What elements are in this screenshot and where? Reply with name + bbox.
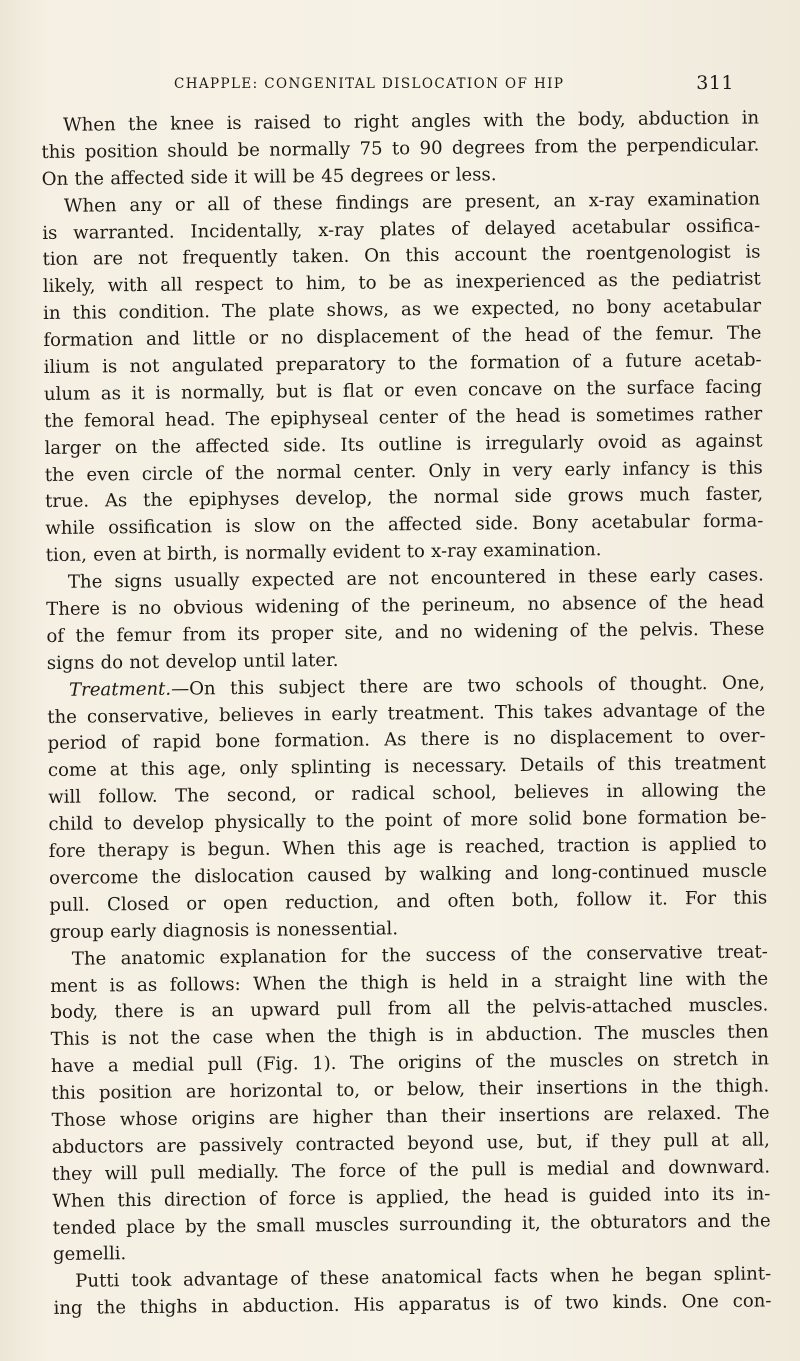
text-line: tion are not frequently taken. On this account the roentgenologist is (42, 241, 761, 271)
text-line: formation and little or no displacement of the head of the femur. The (43, 322, 762, 352)
text-line: This is not the case when the thigh is in abduction. The muscles then (50, 1021, 769, 1051)
text-line: gemelli. (52, 1243, 127, 1266)
text-line: When this direction of force is applied, the head is guided into its in- (52, 1183, 771, 1212)
text-line: There is no obvious widening of the perineum, no absence of the head (46, 591, 765, 621)
paragraph-knee-abduction (41, 105, 760, 193)
text-line: have a medial pull (Fig. 1). The origins of the muscles on stretch in (50, 1048, 770, 1078)
text-line: come at this age, only splinting is necessary. Details of this treatment (47, 752, 766, 782)
text-line: On the affected side it will be 45 degrees or less. (41, 164, 497, 190)
text-line: true. As the epiphyses develop, the normal side grows much faster, (44, 483, 764, 513)
text-line: signs do not develop until later. (46, 649, 339, 674)
text-line: larger on the affected side. Its outline is irregularly ovoid as against (44, 430, 763, 459)
text-line: ment is as follows: When the thigh is held in a straight line with the (50, 967, 769, 997)
running-title: CHAPPLE: CONGENITAL DISLOCATION OF HIP (174, 76, 565, 92)
text-line: Putti took advantage of these anatomical facts when he began splint- (75, 1263, 772, 1293)
paragraph-putti-apparatus (53, 1262, 772, 1323)
text-line: they will pull medially. The force of the pull is medial and downward. (52, 1156, 771, 1185)
text-line: abductors are passively contracted beyond use, but, if they pull at all, (51, 1129, 770, 1158)
text-line: tion, even at birth, is normally evident to x-ray examination. (45, 539, 602, 567)
paragraph-treatment (47, 670, 768, 946)
paragraph-anatomic-explanation (50, 939, 771, 1269)
text-line-rest: —On this subject there are two schools of thought. One, (170, 672, 766, 700)
text-line: group early diagnosis is nonessential. (49, 918, 399, 943)
text-line: this position should be normally 75 to 90 degrees from the perpendicular. (41, 134, 760, 163)
text-line: ing the thighs in abduction. His apparatus is of two kinds. One con- (53, 1290, 772, 1320)
text-line: likely, with all respect to him, to be as inexperienced as the pediatrist (42, 268, 761, 298)
text-line: The anatomic explanation for the success of the conservative treat- (71, 941, 768, 970)
text-line: pull. Closed or open reduction, and often both, follow it. For this (49, 887, 768, 916)
running-head (174, 72, 734, 100)
text-line: Those whose origins are higher than their insertions are relaxed. The (51, 1102, 770, 1131)
text-line: When the knee is raised to right angles with the body, abduction in (63, 107, 760, 136)
text-line: the even circle of the normal center. Only in very early infancy is this (44, 457, 763, 486)
text-line: body, there is an upward pull from all the pelvis-attached muscles. (50, 994, 769, 1024)
text-line: is warranted. Incidentally, x-ray plates of delayed acetabular ossifica- (42, 215, 761, 244)
text-line: in this condition. The plate shows, as we expected, no bony acetabular (42, 295, 762, 325)
text-line: The signs usually expected are not encountered in these early cases. (67, 564, 764, 593)
body-text (41, 105, 772, 1323)
text-line: this position are horizontal to, or below, their insertions in the thigh. (51, 1075, 770, 1105)
text-line: child to develop physically to the point of more solid bone formation be- (48, 806, 767, 836)
text-line: When any or all of these findings are present, an x-ray examination (63, 188, 761, 217)
text-line: tended place by the small muscles surrounding it, the obturators and the (52, 1209, 771, 1239)
page-number: 311 (696, 72, 734, 94)
text-line: fore therapy is begun. When this age is reached, traction is applied to (48, 833, 767, 863)
paragraph-xray-examination (42, 186, 764, 570)
section-run-in-heading: Treatment. (68, 678, 172, 701)
text-line: the conservative, believes in early treatment. This takes advantage of the (47, 699, 766, 728)
text-line: overcome the dislocation caused by walking and long-continued muscle (48, 860, 768, 889)
text-line: ulum as it is normally, but is flat or even concave on the surface facing (43, 376, 763, 405)
text-line: will follow. The second, or radical school, believes in allowing the (48, 779, 767, 809)
paragraph-expected-signs (46, 563, 765, 678)
text-line: of the femur from its proper site, and no widening of the pelvis. These (46, 618, 765, 647)
text-line: the femoral head. The epiphyseal center of the head is sometimes rather (44, 403, 763, 432)
text-line: while ossification is slow on the affected side. Bony acetabular forma- (45, 510, 764, 540)
text-line: period of rapid bone formation. As there is no displacement to over- (47, 725, 766, 755)
text-line: ilium is not angulated preparatory to the formation of a future acetab- (43, 349, 762, 379)
